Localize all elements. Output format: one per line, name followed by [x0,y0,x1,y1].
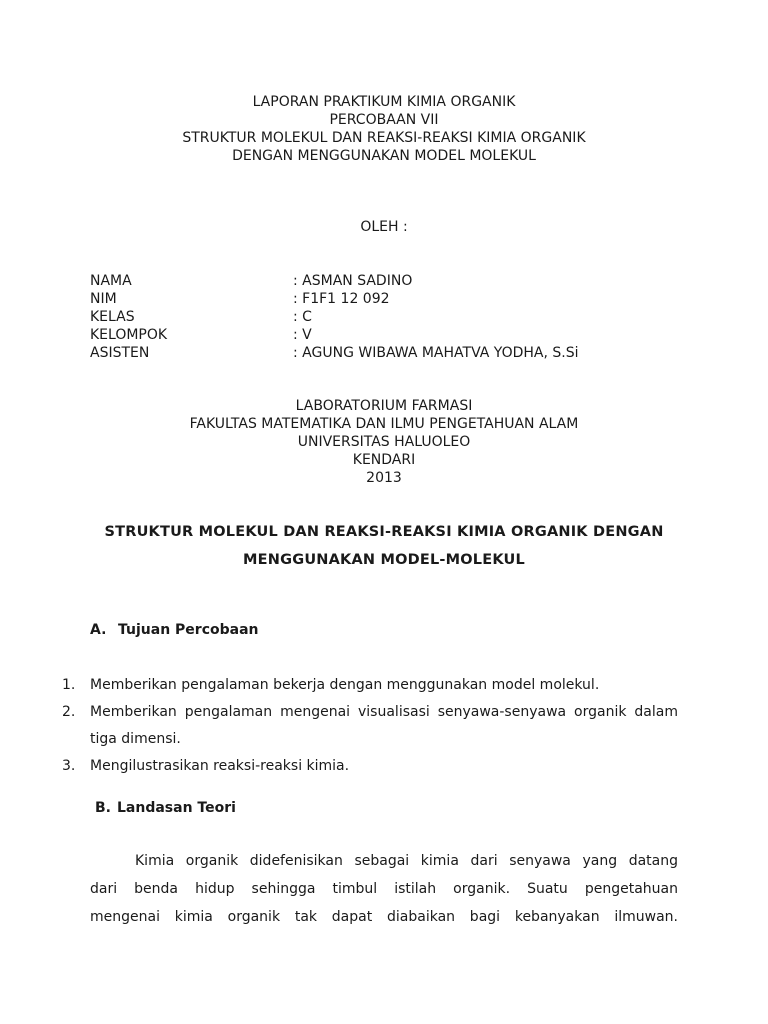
institution-line: FAKULTAS MATEMATIKA DAN ILMU PENGETAHUAN ALAM [189,416,579,432]
info-value: : V [293,327,312,343]
section-title-text: Landasan Teori [117,800,236,816]
info-label: NAMA [90,273,132,289]
list-number: 3. [62,758,76,774]
institution-line: KENDARI [352,452,416,468]
info-row [90,344,579,362]
section-title-text: Tujuan Percobaan [118,622,259,638]
info-row [90,272,579,290]
institution-line: UNIVERSITAS HALUOLEO [297,434,471,450]
list-item [62,672,678,699]
list-text: Memberikan pengalaman bekerja dengan menggunakan model molekul. [90,677,600,693]
info-value: : F1F1 12 092 [293,291,390,307]
info-row [90,308,579,326]
info-row [90,326,579,344]
paragraph-line: Kimia organik didefenisikan sebagai kimia dari senyawa yang datang [135,853,678,869]
report-title [0,93,768,165]
info-value: : ASMAN SADINO [293,273,413,289]
info-label: ASISTEN [90,345,150,361]
title-line: LAPORAN PRAKTIKUM KIMIA ORGANIK [252,94,516,110]
list-item [62,699,678,753]
title-line: PERCOBAAN VII [329,112,439,128]
paragraph-line: mengenai kimia organik tak dapat diabaikan bagi kebanyakan ilmuwan. [90,909,678,925]
objectives-list [62,672,678,780]
list-item [62,753,678,780]
list-number: 1. [62,677,76,693]
by-label [0,218,768,236]
section-a-title [90,622,259,638]
heading-line: STRUKTUR MOLEKUL DAN REAKSI-REAKSI KIMIA ORGANIK DENGAN [104,524,664,540]
info-row [90,290,579,308]
institution-line: LABORATORIUM FARMASI [295,398,473,414]
paragraph-line: dari benda hidup sehingga timbul istilah organik. Suatu pengetahuan [90,881,678,897]
section-b-title [95,800,236,816]
institution-block [0,397,768,487]
by-label-text: OLEH : [360,219,408,235]
heading-line: MENGGUNAKAN MODEL-MOLEKUL [243,552,525,568]
info-label: KELOMPOK [90,327,168,343]
institution-line: 2013 [366,470,402,486]
info-label: KELAS [90,309,135,325]
section-letter: A. [90,622,107,638]
list-number: 2. [62,704,76,720]
title-line: STRUKTUR MOLEKUL DAN REAKSI-REAKSI KIMIA ORGANIK [182,130,586,146]
body-heading [0,518,768,574]
info-value: : C [293,309,312,325]
info-label: NIM [90,291,117,307]
info-value: : AGUNG WIBAWA MAHATVA YODHA, S.Si [293,345,579,361]
student-info-table [90,272,579,362]
list-text: Mengilustrasikan reaksi-reaksi kimia. [90,758,350,774]
theory-paragraph [90,847,678,931]
section-letter: B. [95,800,111,816]
title-line: DENGAN MENGGUNAKAN MODEL MOLEKUL [232,148,536,164]
list-text: Memberikan pengalaman mengenai visualisasi senyawa-senyawa organik dalam tiga dimensi. [90,704,678,747]
